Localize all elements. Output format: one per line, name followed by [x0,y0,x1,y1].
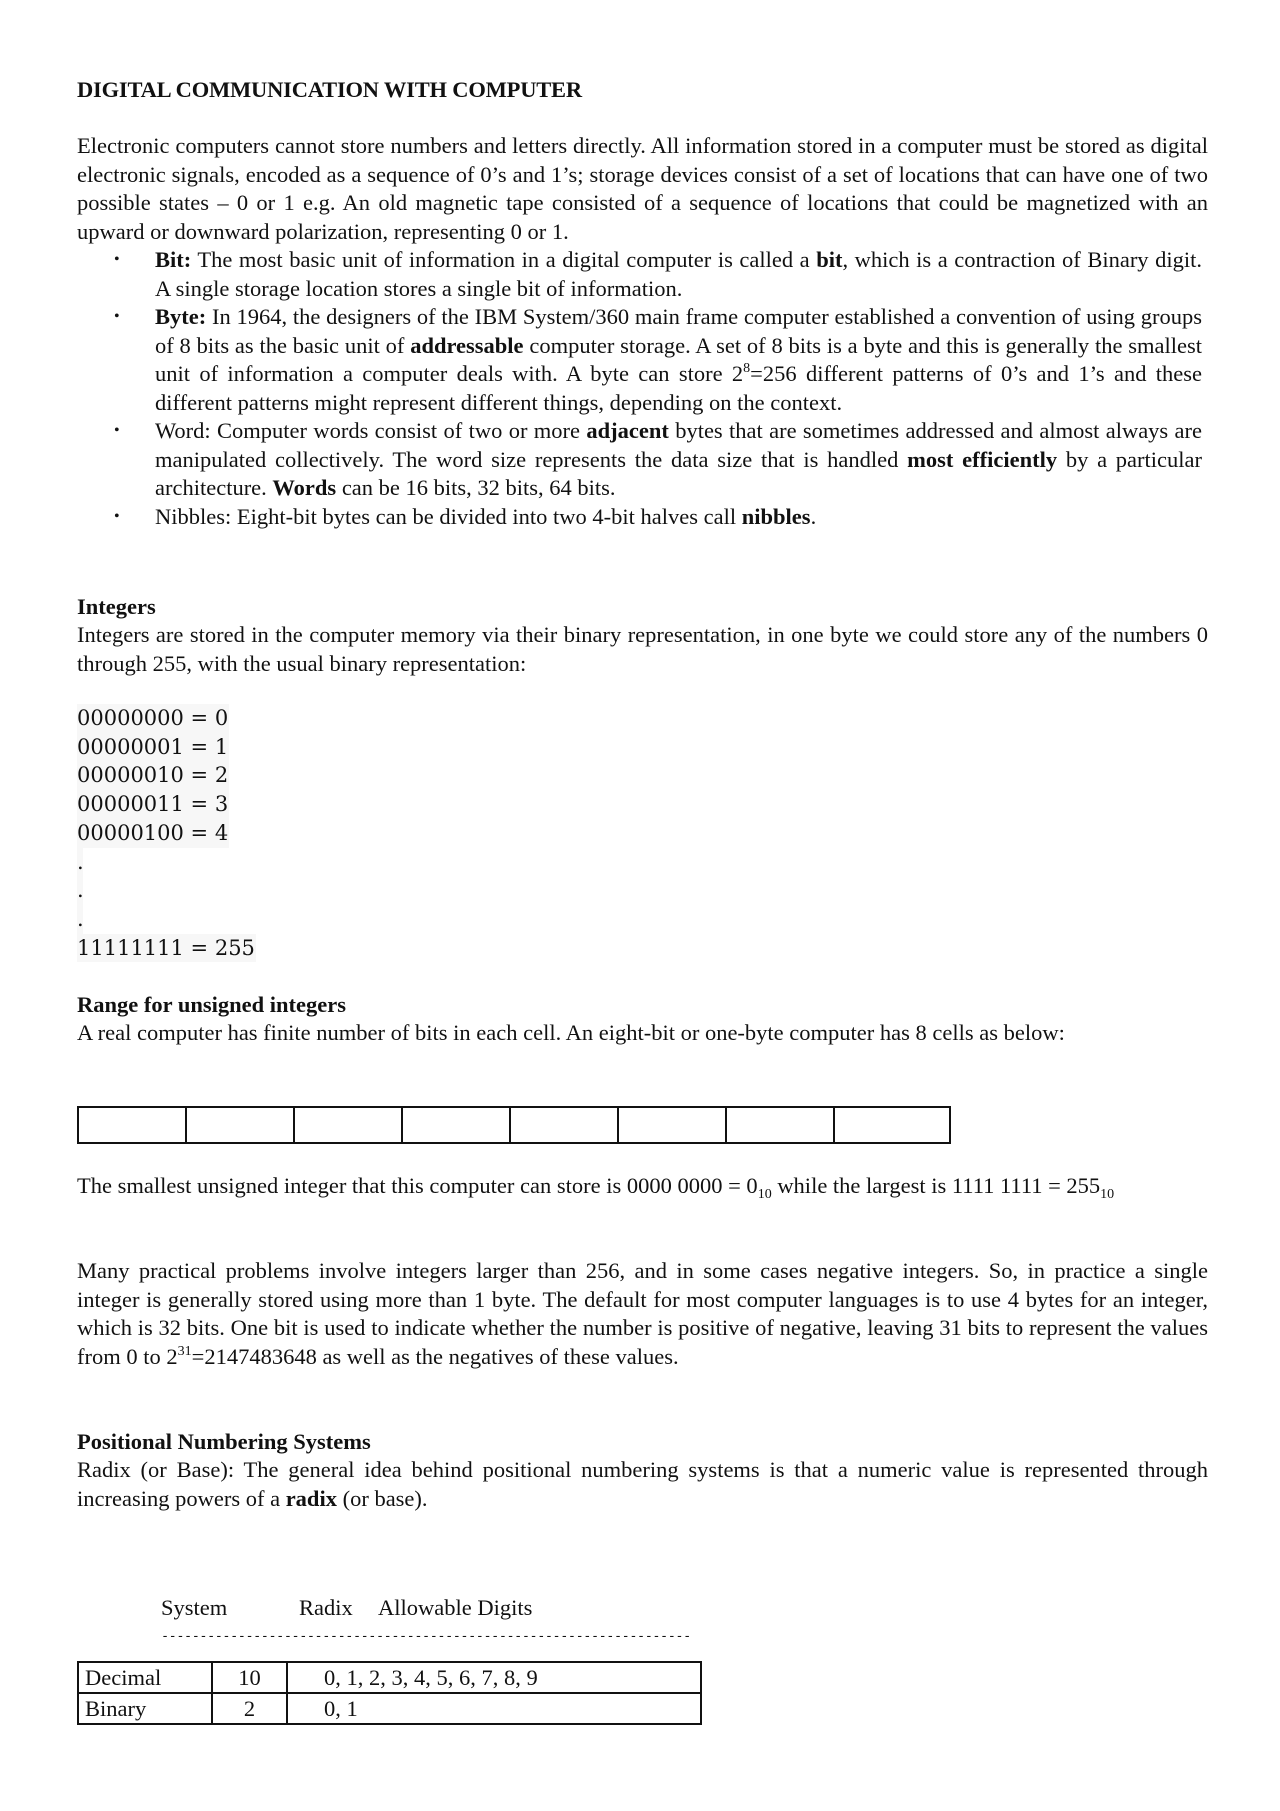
byte-text-3: =256 different patterns of 0’s and 1’s and these different patterns might represent different things, depending on the context. [155,361,1203,415]
bullet-icon: • [114,422,120,439]
page-title: DIGITAL COMMUNICATION WITH COMPUTER [77,77,582,102]
byte-exponent: 8 [743,361,751,376]
word-text-4: can be 16 bits, 32 bits, 64 bits. [336,475,616,500]
binary-row: 00000100 = 4 [77,819,229,848]
positional-heading: Positional Numbering Systems [77,1429,371,1454]
binary-row-last: 11111111 = 255 [77,934,256,963]
dashed-separator: --------------------------------------------------------------------- [161,1628,691,1644]
word-text-2: bytes that are sometimes addressed and almost always are manipulated collectively. The word size represents the data size that is handled [155,418,1202,472]
byte-bold: addressable [410,332,524,358]
definitions-list [77,246,1208,531]
base-subscript: 10 [1100,1187,1115,1202]
bullet-icon: • [114,507,120,525]
table-row [78,1693,701,1724]
range-heading: Range for unsigned integers [77,992,346,1017]
cell-system: Binary [78,1693,212,1724]
ellipsis-dot: . [77,848,83,877]
word-bold-adjacent: adjacent [586,418,669,443]
nibbles-bold: nibbles [741,503,811,529]
table-row [78,1662,701,1693]
cell-system: Decimal [78,1662,212,1693]
word-text-3: by a particular architecture. [155,446,1203,500]
nibbles-text: Nibbles: Eight-bit bytes can be divided into two 4-bit halves call [155,503,742,529]
bit-cell [187,1108,295,1142]
bit-cell [619,1108,727,1142]
practical-paragraph [77,1257,1208,1371]
bullet-icon: • [114,308,120,325]
binary-row: 00000000 = 0 [77,704,229,733]
word-bold-words: Words [272,475,337,500]
binary-row: 00000011 = 3 [77,790,229,819]
byte-text: In 1964, the designers of the IBM System/360 main frame computer established a convention of using groups of 8 bits as the basic unit of [155,304,1202,358]
word-bold-efficiently: most efficiently [907,446,1058,472]
word-text: Word: Computer words consist of two or more [155,418,587,443]
byte-text-2: computer storage. A set of 8 bits is a byte and this is generally the smallest unit of information a computer deals with. A byte can store 2 [155,332,1202,386]
bit-cell [511,1108,619,1142]
binary-row: 00000010 = 2 [77,761,229,790]
base-subscript: 10 [757,1187,772,1202]
exponent: 31 [177,1343,192,1359]
radix-paragraph [77,1456,1208,1513]
cell-digits: 0, 1, 2, 3, 4, 5, 6, 7, 8, 9 [287,1662,701,1693]
list-item-nibbles [77,503,1202,532]
intro-paragraph: Electronic computers cannot store numbers and letters directly. All information stored in a computer must be stored as digital electronic signals, encoded as a sequence of 0’s and 1’s; storage devices consist of a set of locations that can have one of two possible states – 0 or 1 e.g. An old magnetic tape consisted of a sequence of locations that could be magnetized with an upward or downward polarization, representing 0 or 1. [77,133,1208,244]
cell-radix: 2 [212,1693,287,1724]
range-paragraph: A real computer has finite number of bits in each cell. An eight-bit or one-byte computer has 8 cells as below: [77,1020,1065,1045]
bit-cell [727,1108,835,1142]
largest-text: while the largest is 1111 1111 = 255 [771,1173,1101,1198]
bullet-icon: • [114,251,120,268]
bit-cell [295,1108,403,1142]
list-item-byte [77,303,1202,417]
bit-text-2: , which is a contraction of Binary digit. A single storage location stores a single bit of information. [155,247,1202,301]
bit-bold: bit [816,247,843,272]
ellipsis-dot: . [77,905,83,934]
radix-table [77,1661,702,1725]
radix-text: Radix (or Base): The general idea behind positional numbering systems is that a numeric value is represented through increasing powers of a [77,1457,1208,1511]
bit-cell [403,1108,511,1142]
nibbles-text-2: . [810,503,817,529]
binary-list [77,704,1208,962]
binary-row: 00000001 = 1 [77,733,229,762]
integers-heading: Integers [77,594,156,619]
radix-bold: radix [285,1485,337,1511]
cell-digits: 0, 1 [287,1693,701,1724]
integers-paragraph: Integers are stored in the computer memory via their binary representation, in one byte we could store any of the numbers 0 through 255, with the usual binary representation: [77,622,1208,676]
bit-cell [79,1108,187,1142]
bit-text: The most basic unit of information in a digital computer is called a [191,247,817,272]
term-bit: Bit: [155,247,192,272]
bit-cell [835,1108,949,1142]
list-item-bit [77,246,1202,303]
smallest-largest-paragraph [77,1172,1208,1201]
term-byte: Byte: [155,304,207,329]
list-item-word [77,417,1202,503]
practical-text-2: =2147483648 as well as the negatives of these values. [191,1343,679,1369]
practical-text: Many practical problems involve integers larger than 256, and in some cases negative integers. So, in practice a single integer is generally stored using more than 1 byte. The default for most computer languages is to use 4 bytes for an integer, which is 32 bits. One bit is used to indicate whether the number is positive of negative, leaving 31 bits to represent the values from 0 to 2 [77,1258,1208,1369]
smallest-text: The smallest unsigned integer that this computer can store is 0000 0000 = 0 [77,1173,758,1198]
radix-text-2: (or base). [336,1485,428,1511]
header-radix: Radix [299,1595,353,1620]
header-system: System [161,1595,228,1620]
header-digits: Allowable Digits [378,1595,533,1620]
eight-bit-cells [77,1106,951,1144]
cell-radix: 10 [212,1662,287,1693]
ellipsis-dot: . [77,876,83,905]
